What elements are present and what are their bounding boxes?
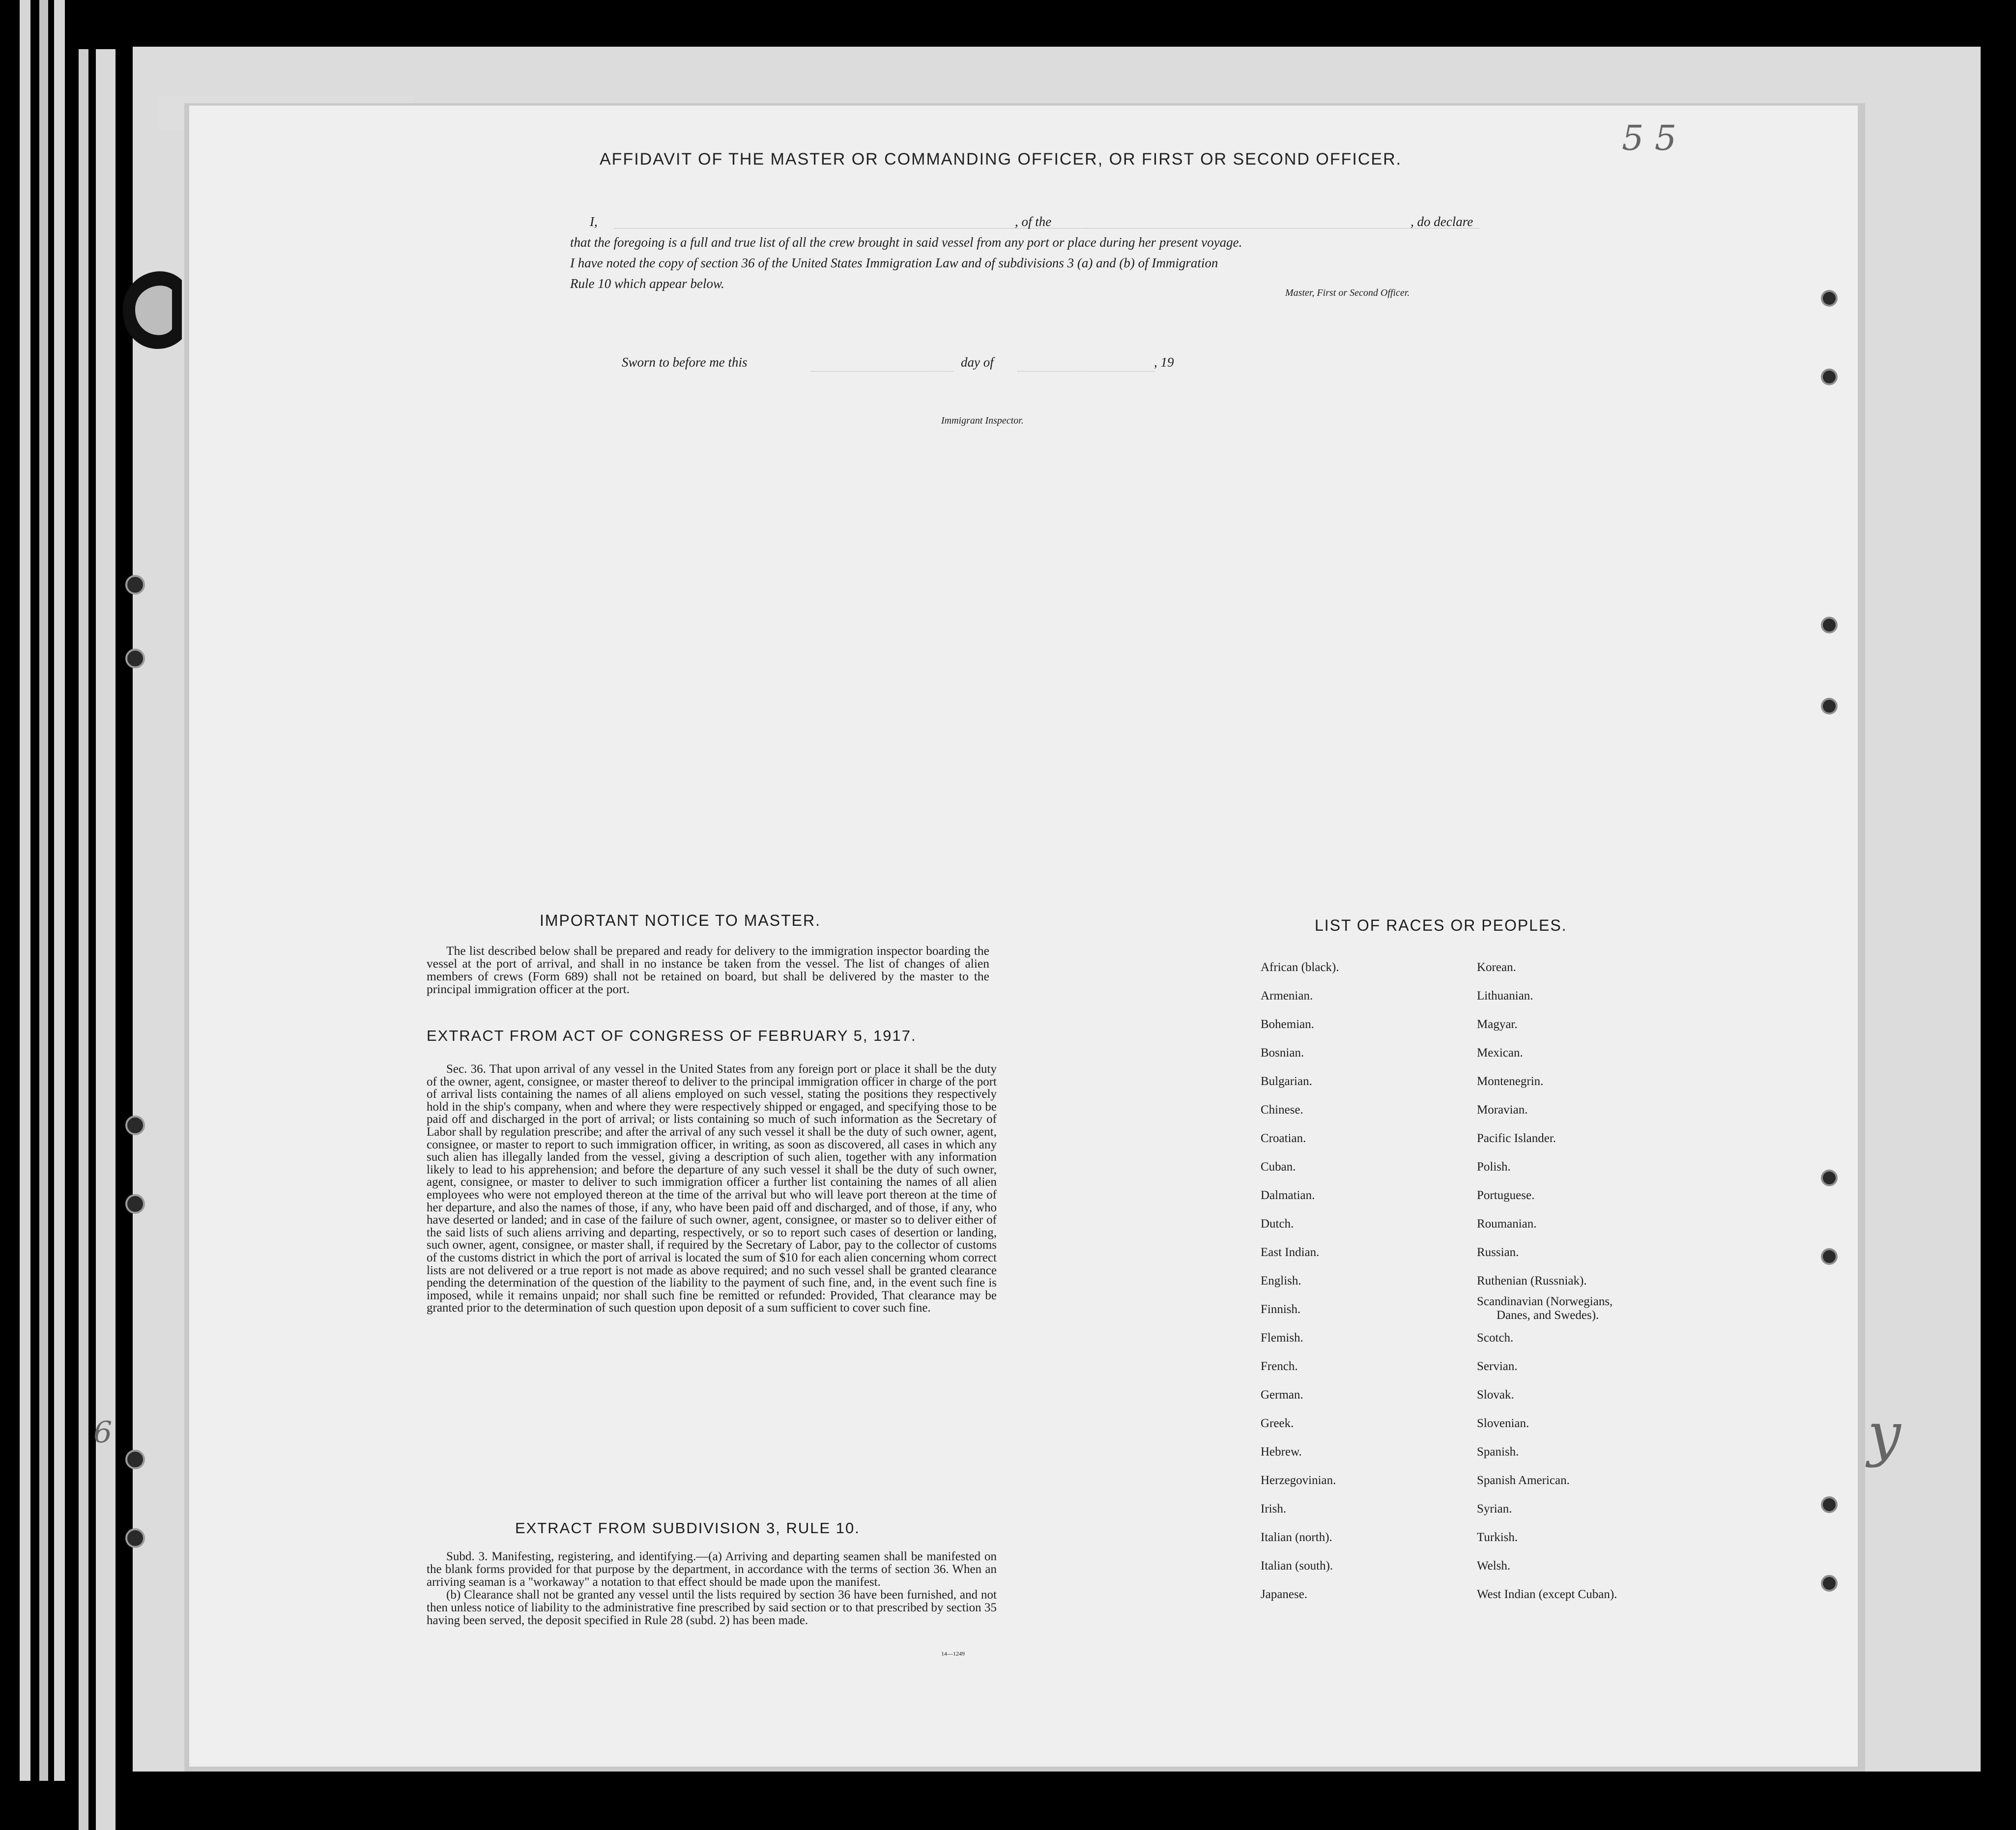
page-edge-5 bbox=[96, 49, 115, 1830]
affidavit-declare: , do declare bbox=[1411, 214, 1473, 229]
race-item: West Indian (except Cuban). bbox=[1477, 1588, 1617, 1601]
race-item: Polish. bbox=[1477, 1160, 1511, 1173]
inspector-label: Immigrant Inspector. bbox=[941, 415, 1024, 426]
notice-text bbox=[427, 944, 989, 996]
punch-hole bbox=[1821, 1170, 1838, 1186]
punch-hole bbox=[1821, 1496, 1838, 1513]
rule-text bbox=[427, 1550, 997, 1627]
act-heading: EXTRACT FROM ACT OF CONGRESS OF FEBRUARY 5, 1917. bbox=[427, 1027, 917, 1044]
race-item: Korean. bbox=[1477, 961, 1516, 974]
affidavit-line-4: Rule 10 which appear below. bbox=[570, 276, 724, 291]
page-edge-1 bbox=[20, 0, 30, 1781]
race-item: Bosnian. bbox=[1261, 1046, 1304, 1059]
affidavit-line-2: that the foregoing is a full and true list of all the crew brought in said vessel from any port or place during her present voyage. bbox=[570, 235, 1242, 250]
race-item: French. bbox=[1261, 1360, 1298, 1373]
punch-hole bbox=[125, 1115, 145, 1135]
race-item: Moravian. bbox=[1477, 1103, 1528, 1116]
race-item: Japanese. bbox=[1261, 1588, 1308, 1601]
sworn-month-field[interactable] bbox=[1017, 361, 1155, 372]
punch-hole bbox=[1821, 369, 1838, 385]
sworn-day-field[interactable] bbox=[811, 361, 953, 372]
race-item: Spanish American. bbox=[1477, 1474, 1570, 1487]
race-item: African (black). bbox=[1261, 961, 1339, 974]
handwritten-mark-left: 6 bbox=[93, 1415, 113, 1450]
race-item: Chinese. bbox=[1261, 1103, 1303, 1116]
print-code: 14—1249 bbox=[941, 1650, 965, 1657]
race-item: Pacific Islander. bbox=[1477, 1132, 1556, 1145]
race-item: Irish. bbox=[1261, 1502, 1287, 1515]
race-item: Slovak. bbox=[1477, 1388, 1514, 1401]
race-item: Turkish. bbox=[1477, 1531, 1518, 1544]
rule-paragraph-b: (b) Clearance shall not be granted any vessel until the lists required by section 36 have been furnished, and not then unless notice of liability to the administrative fine prescribed by said section or to that prescribed by section 35 having been served, the deposit specified in Rule 28 (subd. 2) has been made. bbox=[427, 1588, 997, 1627]
page-edge-4 bbox=[79, 49, 88, 1830]
act-text bbox=[427, 1063, 997, 1315]
officer-signature-label: Master, First or Second Officer. bbox=[1285, 287, 1410, 298]
notice-paragraph: The list described below shall be prepared and ready for delivery to the immigration inspector boarding the vessel at the port of arrival, and shall in no instance be taken from the vessel. The list of changes of alien members of crews (Form 689) shall not be retained on board, but shall be delivered by the master to the principal immigration officer at the port. bbox=[427, 944, 989, 996]
race-item: Scandinavian (Norwegians, bbox=[1477, 1295, 1613, 1308]
affidavit-text bbox=[570, 211, 1499, 294]
race-item: Montenegrin. bbox=[1477, 1075, 1544, 1088]
binder-clip-icon bbox=[113, 231, 192, 383]
race-item: Slovenian. bbox=[1477, 1417, 1529, 1430]
affidavit-of-the: , of the bbox=[1015, 214, 1052, 229]
race-item: East Indian. bbox=[1261, 1246, 1320, 1259]
page-edge-3 bbox=[54, 0, 65, 1781]
punch-hole bbox=[125, 1450, 145, 1469]
race-item: Spanish. bbox=[1477, 1445, 1519, 1458]
race-item: Bohemian. bbox=[1261, 1018, 1315, 1031]
punch-hole bbox=[125, 575, 145, 595]
punch-hole bbox=[1821, 617, 1838, 633]
handwritten-mark-right: y bbox=[1868, 1401, 1901, 1469]
race-item: Flemish. bbox=[1261, 1331, 1303, 1344]
punch-hole bbox=[125, 1194, 145, 1214]
rule-heading: EXTRACT FROM SUBDIVISION 3, RULE 10. bbox=[515, 1519, 860, 1537]
race-item: Greek. bbox=[1261, 1417, 1294, 1430]
act-paragraph: Sec. 36. That upon arrival of any vessel in the United States from any foreign port or place it shall be the duty of the owner, agent, consignee, or master thereof to deliver to the principal immigration officer in charge of the port of arrival lists containing the names of all aliens employed on such vessel, stating the positions they respectively hold in the ship's company, when and where they were respectively shipped or engaged, and specifying those to be paid off and discharged in the port of arrival; or lists containing so much of such information as the Secretary of Labor shall by regulation prescribe; and after the arrival of any such vessel it shall be the duty of such owner, agent, consignee, or master to report to such immigration officer, in writing, as soon as discovered, all cases in which any such alien has illegally landed from the vessel, giving a description of such alien, together with any information likely to lead to his apprehension; and before the departure of any such vessel it shall be the duty of such owner, agent, consignee, or master to deliver to such immigration officer a further list containing the names of all alien employees who were not employed thereon at the time of the arrival but who will leave port thereon at the time of her departure, and also the names of those, if any, who have been paid off and discharged, and of those, if any, who have deserted or landed; and in case of the failure of such owner, agent, consignee, or master so to deliver either of the said lists of such aliens arriving and departing, respectively, or so to report such cases of desertion or landing, such owner, agent, consignee, or master shall, if required by the Secretary of Labor, pay to the collector of customs of the customs district in which the port of arrival is located the sum of $10 for each alien concerning whom correct lists are not delivered or a true report is not made as above required; and no such vessel shall be granted clearance pending the determination of the question of the liability to the payment of such fine, and, in the event such fine is imposed, while it remains unpaid; nor shall such fine be remitted or refunded: Provided, That clearance may be granted prior to the determination of such question upon deposit of a sum sufficient to cover such fine. bbox=[427, 1062, 997, 1315]
race-item: Mexican. bbox=[1477, 1046, 1523, 1059]
race-item: Bulgarian. bbox=[1261, 1075, 1312, 1088]
affidavit-line-3: I have noted the copy of section 36 of the United States Immigration Law and of subdivisions 3 (a) and (b) of Immigration bbox=[570, 256, 1218, 270]
punch-hole bbox=[1821, 1248, 1838, 1265]
affidavit-i: I, bbox=[590, 214, 598, 229]
race-item: Welsh. bbox=[1477, 1559, 1511, 1573]
punch-hole bbox=[125, 1528, 145, 1548]
rule-paragraph-a: Subd. 3. Manifesting, registering, and identifying.—(a) Arriving and departing seamen shall be manifested on the blank forms provided for that purpose by the department, in accordance with the terms of section 36. When an arriving seaman is a "workaway" a notation to that effect should be made upon the manifest. bbox=[427, 1550, 997, 1589]
race-item: Armenian. bbox=[1261, 989, 1313, 1002]
race-item: Italian (north). bbox=[1261, 1531, 1332, 1544]
race-item: Scotch. bbox=[1477, 1331, 1514, 1344]
race-item: Hebrew. bbox=[1261, 1445, 1302, 1458]
races-heading: LIST OF RACES OR PEOPLES. bbox=[1315, 916, 1567, 934]
race-item: Ruthenian (Russniak). bbox=[1477, 1274, 1587, 1287]
race-item: Danes, and Swedes). bbox=[1497, 1309, 1599, 1322]
affidavit-title: AFFIDAVIT OF THE MASTER OR COMMANDING OFFICER, OR FIRST OR SECOND OFFICER. bbox=[600, 150, 1402, 169]
race-item: Dalmatian. bbox=[1261, 1189, 1315, 1202]
sworn-day-of: day of bbox=[961, 355, 994, 370]
race-item: Finnish. bbox=[1261, 1303, 1301, 1316]
race-item: Portuguese. bbox=[1477, 1189, 1535, 1202]
race-item: Servian. bbox=[1477, 1360, 1518, 1373]
race-item: Herzegovinian. bbox=[1261, 1474, 1336, 1487]
race-item: Lithuanian. bbox=[1477, 989, 1533, 1002]
race-item: Croatian. bbox=[1261, 1132, 1306, 1145]
race-item: German. bbox=[1261, 1388, 1303, 1401]
race-item: Russian. bbox=[1477, 1246, 1519, 1259]
handwritten-mark-top: 5 5 bbox=[1622, 118, 1677, 158]
punch-hole bbox=[1821, 1575, 1838, 1592]
sworn-label: Sworn to before me this bbox=[622, 355, 748, 370]
race-item: English. bbox=[1261, 1274, 1301, 1287]
punch-hole bbox=[125, 649, 145, 668]
punch-hole bbox=[1821, 290, 1838, 307]
form-sheet bbox=[189, 106, 1858, 1767]
race-item: Roumanian. bbox=[1477, 1217, 1537, 1230]
race-item: Magyar. bbox=[1477, 1018, 1518, 1031]
punch-hole bbox=[1821, 698, 1838, 715]
race-item: Syrian. bbox=[1477, 1502, 1512, 1515]
race-item: Dutch. bbox=[1261, 1217, 1294, 1230]
page-edge-2 bbox=[39, 0, 48, 1781]
notice-heading: IMPORTANT NOTICE TO MASTER. bbox=[540, 912, 821, 929]
race-item: Cuban. bbox=[1261, 1160, 1296, 1173]
race-item: Italian (south). bbox=[1261, 1559, 1333, 1573]
sworn-year: , 19 bbox=[1154, 355, 1174, 370]
